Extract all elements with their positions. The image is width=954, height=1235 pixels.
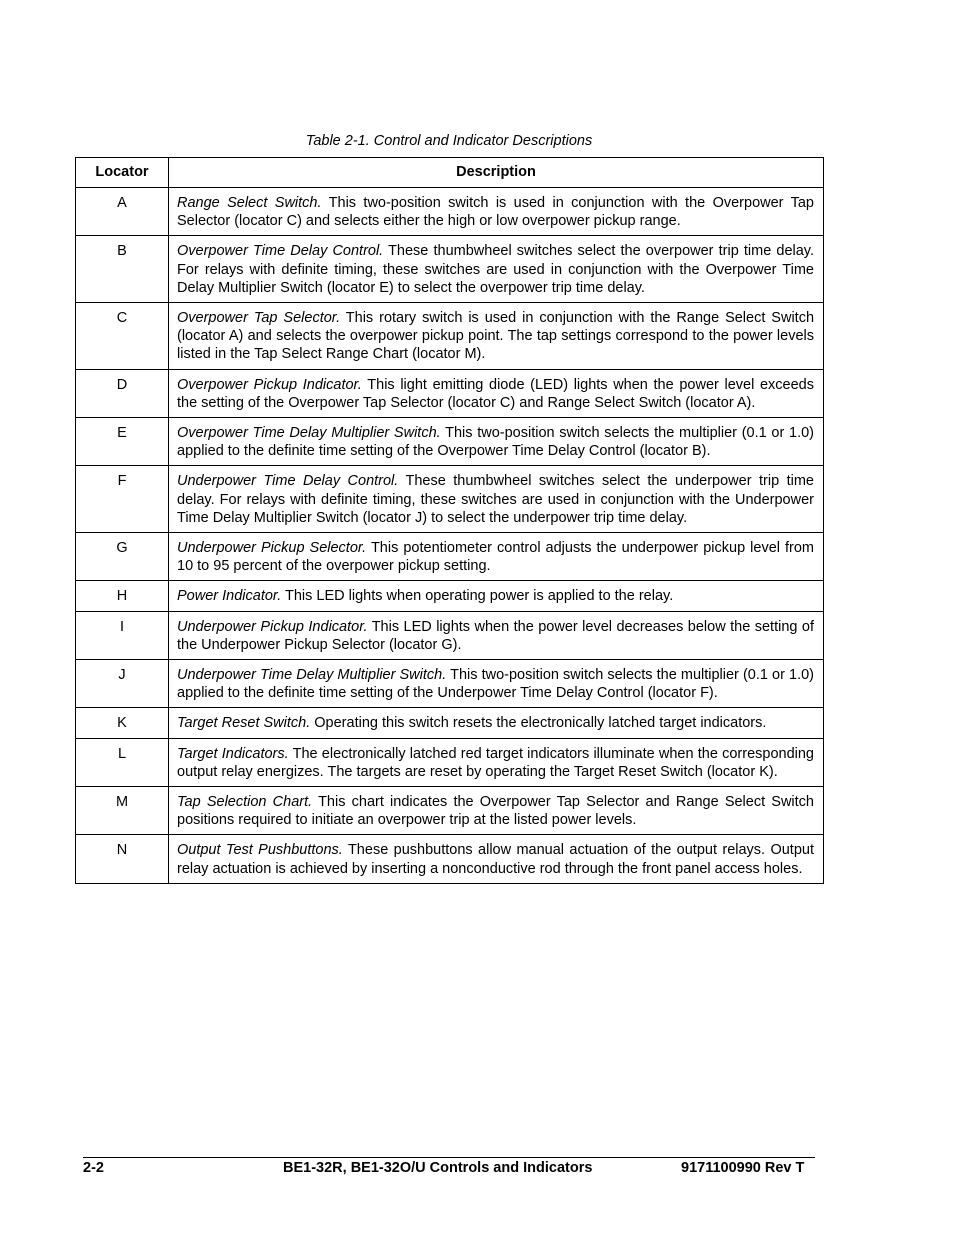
description-cell: [169, 611, 824, 659]
description-text: This two-position switch selects the multiplier (0.1 or 1.0) applied to the definite time setting of the Underpower Time Delay Control (locator F).: [177, 667, 815, 702]
description-text: This LED lights when operating power is applied to the relay.: [281, 588, 674, 605]
control-indicator-table: [75, 157, 824, 884]
description-term: Output Test Pushbuttons.: [177, 842, 343, 859]
description-cell: [169, 466, 824, 533]
description-cell: [169, 533, 824, 581]
table-row: [76, 660, 824, 708]
description-term: Tap Selection Chart.: [177, 794, 313, 811]
description-text: This LED lights when the power level decreases below the setting of the Underpower Pickup Selector (locator G).: [177, 618, 814, 653]
description-cell: [169, 660, 824, 708]
description-text: These thumbwheel switches select the overpower trip time delay. For relays with definite timing, these switches are used in conjunction with the Overpower Time Delay Multiplier Switch (locator E) to select the overpower trip time delay.: [177, 243, 815, 296]
table-row: [76, 835, 824, 883]
description-term: Underpower Pickup Indicator.: [177, 618, 368, 635]
description-cell: [169, 418, 824, 466]
table-header-row: [76, 158, 824, 188]
description-term: Underpower Time Delay Control.: [177, 473, 399, 490]
locator-column-header: Locator: [76, 158, 169, 188]
locator-cell: I: [76, 611, 169, 659]
locator-cell: E: [76, 418, 169, 466]
locator-cell: N: [76, 835, 169, 883]
table-row: [76, 708, 824, 738]
table-row: [76, 418, 824, 466]
footer-rule: [83, 1157, 815, 1158]
description-text: Operating this switch resets the electronically latched target indicators.: [310, 715, 767, 732]
locator-cell: M: [76, 787, 169, 835]
description-term: Target Reset Switch.: [177, 715, 311, 732]
footer-page-number: 2-2: [83, 1160, 104, 1176]
locator-cell: A: [76, 188, 169, 236]
description-text: The electronically latched red target indicators illuminate when the corresponding output relay energizes. The targets are reset by operating the Target Reset Switch (locator K).: [177, 745, 814, 780]
footer-title: BE1-32R, BE1-32O/U Controls and Indicators: [283, 1160, 593, 1176]
description-column-header: Description: [169, 158, 824, 188]
description-text: This rotary switch is used in conjunction with the Range Select Switch (locator A) and selects the overpower pickup point. The tap settings correspond to the power levels listed in the Tap Select Range Chart (locator M).: [177, 310, 815, 363]
locator-cell: F: [76, 466, 169, 533]
locator-cell: J: [76, 660, 169, 708]
description-cell: [169, 708, 824, 738]
table-row: [76, 188, 824, 236]
description-cell: [169, 188, 824, 236]
description-term: Overpower Time Delay Control.: [177, 243, 384, 260]
locator-cell: L: [76, 738, 169, 786]
locator-cell: B: [76, 236, 169, 303]
locator-cell: K: [76, 708, 169, 738]
table-row: [76, 581, 824, 611]
description-term: Target Indicators.: [177, 745, 289, 762]
description-text: This potentiometer control adjusts the underpower pickup level from 10 to 95 percent of the overpower pickup setting.: [177, 540, 814, 575]
description-text: This light emitting diode (LED) lights when the power level exceeds the setting of the Overpower Tap Selector (locator C) and Range Select Switch (locator A).: [177, 376, 814, 411]
locator-cell: D: [76, 369, 169, 417]
description-cell: [169, 236, 824, 303]
table-row: [76, 303, 824, 370]
description-text: These pushbuttons allow manual actuation of the output relays. Output relay actuation is achieved by inserting a nonconductive rod through the front panel access holes.: [177, 842, 814, 877]
description-cell: [169, 835, 824, 883]
locator-cell: H: [76, 581, 169, 611]
description-term: Range Select Switch.: [177, 195, 322, 211]
table-row: [76, 236, 824, 303]
table-row: [76, 466, 824, 533]
description-cell: [169, 369, 824, 417]
description-cell: [169, 303, 824, 370]
description-term: Overpower Time Delay Multiplier Switch.: [177, 425, 441, 442]
description-cell: [169, 581, 824, 611]
table-row: [76, 533, 824, 581]
description-term: Power Indicator.: [177, 588, 282, 605]
description-term: Overpower Tap Selector.: [177, 310, 341, 327]
description-term: Underpower Pickup Selector.: [177, 540, 367, 557]
description-text: These thumbwheel switches select the underpower trip time delay. For relays with definite timing, these switches are used in conjunction with the Underpower Time Delay Multiplier Switch (locator J) to select the underpower trip time delay.: [177, 473, 814, 526]
description-term: Overpower Pickup Indicator.: [177, 376, 362, 393]
description-text: This two-position switch is used in conjunction with the Overpower Tap Selector (locator C) and selects either the high or low overpower pickup range.: [177, 195, 814, 230]
footer-doc-number: 9171100990 Rev T: [681, 1160, 805, 1176]
locator-cell: C: [76, 303, 169, 370]
table-row: [76, 369, 824, 417]
description-text: This chart indicates the Overpower Tap Selector and Range Select Switch positions required to initiate an overpower trip at the listed power levels.: [177, 794, 814, 829]
description-cell: [169, 738, 824, 786]
table-row: [76, 611, 824, 659]
locator-cell: G: [76, 533, 169, 581]
table-row: [76, 738, 824, 786]
description-text: This two-position switch selects the multiplier (0.1 or 1.0) applied to the definite time setting of the Overpower Time Delay Control (locator B).: [177, 425, 814, 460]
description-term: Underpower Time Delay Multiplier Switch.: [177, 667, 447, 684]
table-caption: Table 2-1. Control and Indicator Descriptions: [305, 133, 593, 149]
description-cell: [169, 787, 824, 835]
table-row: [76, 787, 824, 835]
